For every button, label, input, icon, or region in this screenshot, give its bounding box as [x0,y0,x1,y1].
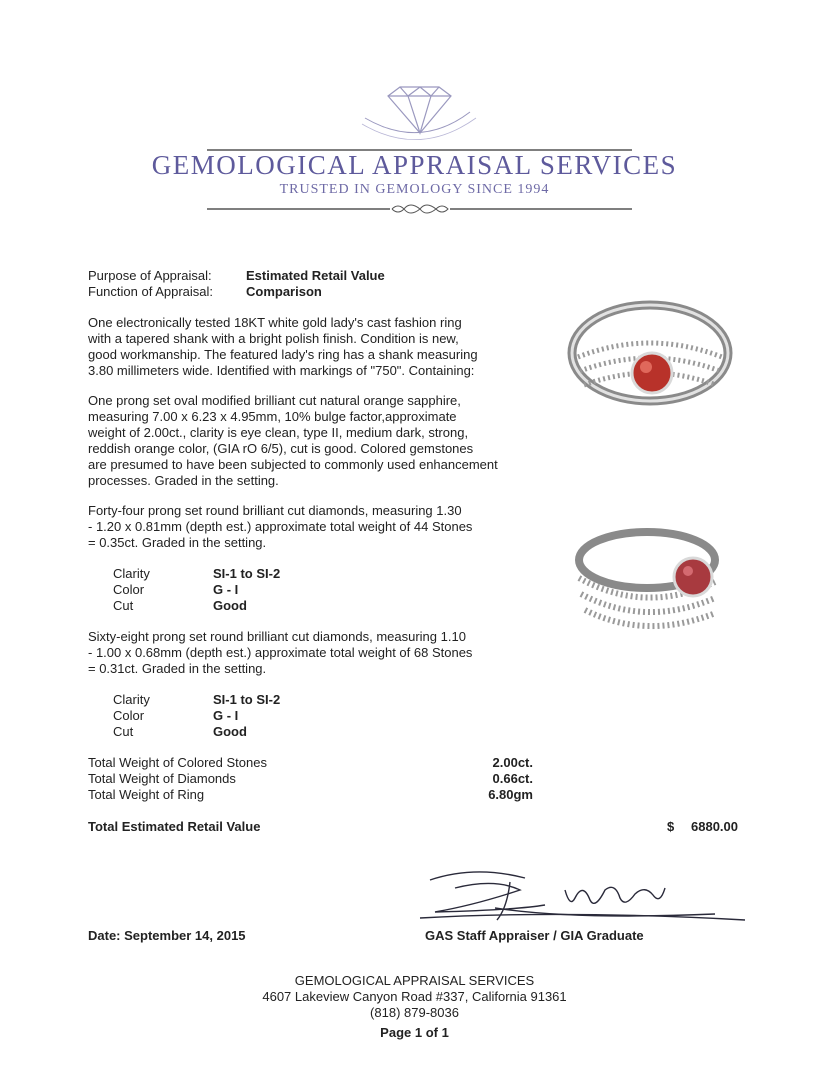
diamonds-44-description: Forty-four prong set round brilliant cut diamonds, measuring 1.30 - 1.20 x 0.81mm (depth est.) approximate total weight of 44 Stones = 0.35ct. Graded in the setting. [88,503,473,550]
ring-photo-top [560,295,740,415]
total-label: Total Weight of Colored Stones [88,755,267,770]
grade-value: SI-1 to SI-2 [213,692,281,707]
grade-label: Cut [113,598,134,613]
footer-phone: (818) 879-8036 [370,1005,459,1020]
page-number: Page 1 of 1 [380,1025,449,1040]
appraiser-signature [415,860,755,930]
grade-label: Clarity [113,692,150,707]
grade-label: Clarity [113,566,150,581]
total-value: 0.66ct. [492,771,533,786]
sapphire-description: One prong set oval modified brilliant cut natural orange sapphire, measuring 7.00 x 6.23 x 4.95mm, 10% bulge factor,approximate weight of 2.00ct., clarity is eye clean, type II, medium dark, strong, reddish orange color, (GIA rO 6/5), cut is good. Colored gemstones are presumed to have been subjected to commonly used enhancement processes. Graded in the setting. [88,393,498,488]
ring-photo-side [565,520,740,645]
function-label: Function of Appraisal: [88,284,214,299]
grade-value: G - I [213,708,239,723]
total-value: 2.00ct. [492,755,533,770]
footer-company: GEMOLOGICAL APPRAISAL SERVICES [294,973,535,988]
diamonds-68-description: Sixty-eight prong set round brilliant cut diamonds, measuring 1.10 - 1.00 x 0.68mm (depth est.) approximate total weight of 68 Stones = 0.31ct. Graded in the setting. [88,629,473,676]
total-label: Total Weight of Diamonds [88,771,236,786]
retail-value-label: Total Estimated Retail Value [88,819,261,834]
retail-value-amount: 6880.00 [691,819,738,834]
grade-label: Color [113,708,145,723]
footer-address: 4607 Lakeview Canyon Road #337, California 91361 [262,989,567,1004]
company-name: GEMOLOGICAL APPRAISAL SERVICES [151,150,678,180]
grade-value: SI-1 to SI-2 [213,566,281,581]
total-value: 6.80gm [488,787,533,802]
grade-label: Cut [113,724,134,739]
purpose-label: Purpose of Appraisal: [88,268,212,283]
currency-symbol: $ [667,819,675,834]
function-value: Comparison [246,284,322,299]
appraisal-date: Date: September 14, 2015 [88,928,246,943]
company-tagline: TRUSTED IN GEMOLOGY SINCE 1994 [279,182,550,197]
grade-value: G - I [213,582,239,597]
grade-label: Color [113,582,145,597]
total-label: Total Weight of Ring [88,787,205,802]
grade-value: Good [213,724,247,739]
grade-value: Good [213,598,247,613]
ring-description: One electronically tested 18KT white gold lady's cast fashion ring with a tapered shank with a bright polish finish. Condition is new, good workmanship. The featured lady's ring has a shank measuring 3.80 millimeters wide. Identified with markings of "750". Containing: [88,315,478,378]
purpose-value: Estimated Retail Value [246,268,385,283]
appraiser-title: GAS Staff Appraiser / GIA Graduate [425,928,644,943]
